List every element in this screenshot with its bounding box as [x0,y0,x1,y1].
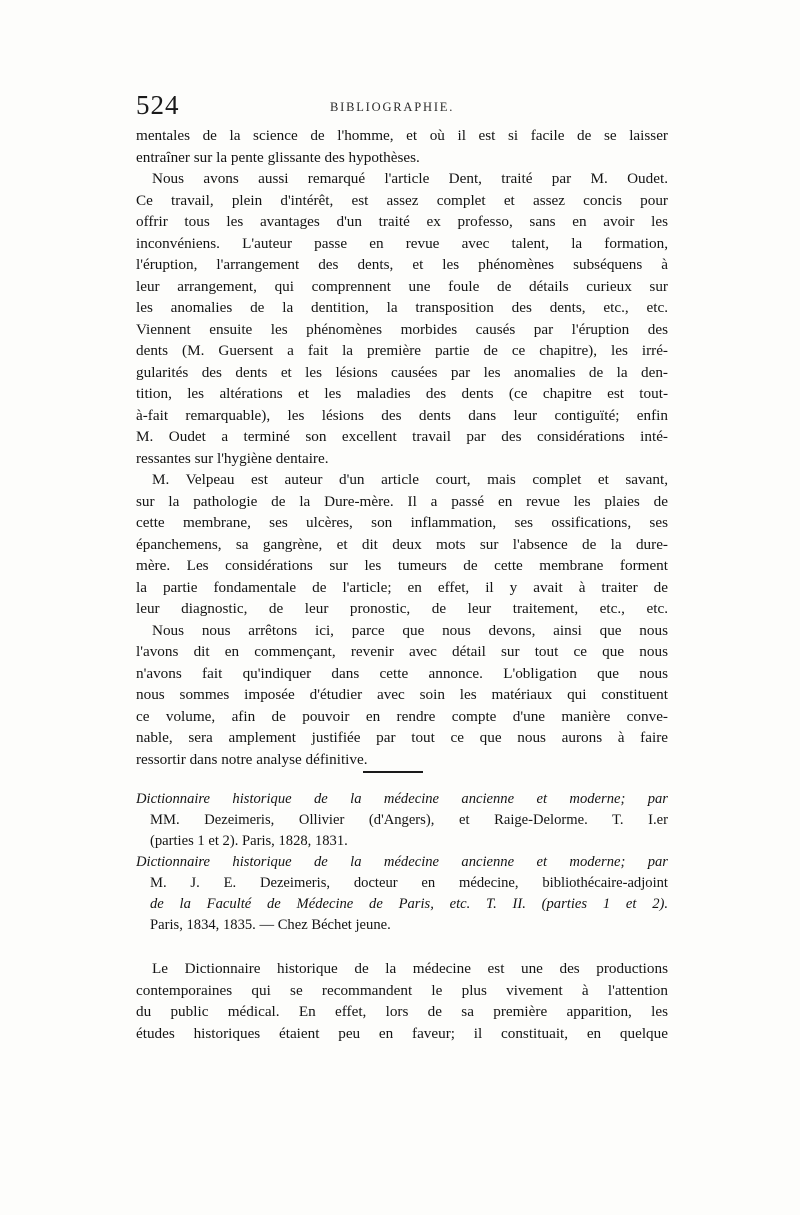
text-line: à-fait remarquable), les lésions des dents dans leur contiguïté; enfin [136,406,668,424]
text-line: l'éruption, l'arrangement des dents, et les phénomènes subséquens à [136,256,668,273]
text-line: Nous avons aussi remarqué l'article Dent, traité par M. Oudet. [152,170,668,187]
text-line: nable, sera amplement justifiée par tout ce que nous aurons à faire [136,729,668,746]
closing-text [136,958,668,1044]
reference-line: de la Faculté de Médecine de Paris, etc. T. II. (parties 1 et 2). [150,896,668,912]
text-line: études historiques étaient peu en faveur; il constituait, en quelque [136,1024,668,1042]
main-text [136,125,668,770]
reference-line: Dictionnaire historique de la médecine ancienne et moderne; par [136,791,668,807]
reference-line: M. J. E. Dezeimeris, docteur en médecine, bibliothécaire-adjoint [150,875,668,891]
text-line: Le Dictionnaire historique de la médecine est une des productions [152,960,668,977]
text-line: les anomalies de la dentition, la transposition des dents, etc., etc. [136,299,668,316]
reference-line: Dictionnaire historique de la médecine ancienne et moderne; par [136,854,668,870]
text-line: inconvéniens. L'auteur passe en revue avec talent, la formation, [136,234,668,252]
page-number: 524 [136,90,180,120]
reference-line: (parties 1 et 2). Paris, 1828, 1831. [150,833,348,849]
reference-line: MM. Dezeimeris, Ollivier (d'Angers), et Raige-Delorme. T. I.er [150,812,668,828]
text-line: entraîner sur la pente glissante des hypothèses. [136,148,420,166]
running-head: BIBLIOGRAPHIE. [330,100,455,114]
text-line: Ce travail, plein d'intérêt, est assez complet et assez concis pour [136,191,668,209]
text-line: offrir tous les avantages d'un traité ex professo, sans en avoir les [136,213,668,230]
text-line: Viennent ensuite les phénomènes morbides causés par l'éruption des [136,320,668,338]
text-line: mère. Les considérations sur les tumeurs de cette membrane forment [136,557,668,574]
text-line: mentales de la science de l'homme, et où il est si facile de se laisser [136,127,668,144]
text-line: contemporaines qui se recommandent le plus vivement à l'attention [136,981,668,999]
text-line: M. Oudet a terminé son excellent travail par des considérations inté- [136,428,668,445]
text-line: tition, les altérations et les maladies des dents (ce chapitre est tout- [136,385,668,402]
text-line: l'avons dit en commençant, revenir avec détail sur tout ce que nous [136,643,668,660]
text-line: ressortir dans notre analyse définitive. [136,750,368,768]
text-line: M. Velpeau est auteur d'un article court, mais complet et savant, [152,471,668,488]
text-line: leur arrangement, qui comprennent une foule de détails curieux sur [136,277,668,295]
reference-line: Paris, 1834, 1835. — Chez Béchet jeune. [150,917,391,933]
text-line: n'avons fait qu'indiquer dans cette annonce. L'obligation que nous [136,664,668,682]
text-line: nous sommes imposée d'étudier avec soin les matériaux qui constituent [136,686,668,703]
text-line: du public médical. En effet, lors de sa première apparition, les [136,1003,668,1020]
text-line: cette membrane, ses ulcères, son inflammation, ses ossifications, ses [136,514,668,531]
section-divider [363,771,423,773]
text-line: épanchemens, sa gangrène, et dit deux mots sur l'absence de la dure- [136,535,668,553]
reference-entry-1 [136,789,668,852]
text-line: sur la pathologie de la Dure-mère. Il a passé en revue les plaies de [136,492,668,510]
page-header [136,90,668,126]
text-line: gularités des dents et les lésions causées par les anomalies de la den- [136,363,668,381]
text-line: leur diagnostic, de leur pronostic, de leur traitement, etc., etc. [136,600,668,617]
text-line: dents (M. Guersent a fait la première partie de ce chapitre), les irré- [136,342,668,359]
text-line: ressantes sur l'hygiène dentaire. [136,449,329,467]
text-line: la partie fondamentale de l'article; en effet, il y avait à traiter de [136,578,668,596]
reference-entry-2 [136,852,668,936]
text-line: ce volume, afin de pouvoir en rendre compte d'une manière conve- [136,707,668,725]
text-line: Nous nous arrêtons ici, parce que nous devons, ainsi que nous [152,621,668,639]
